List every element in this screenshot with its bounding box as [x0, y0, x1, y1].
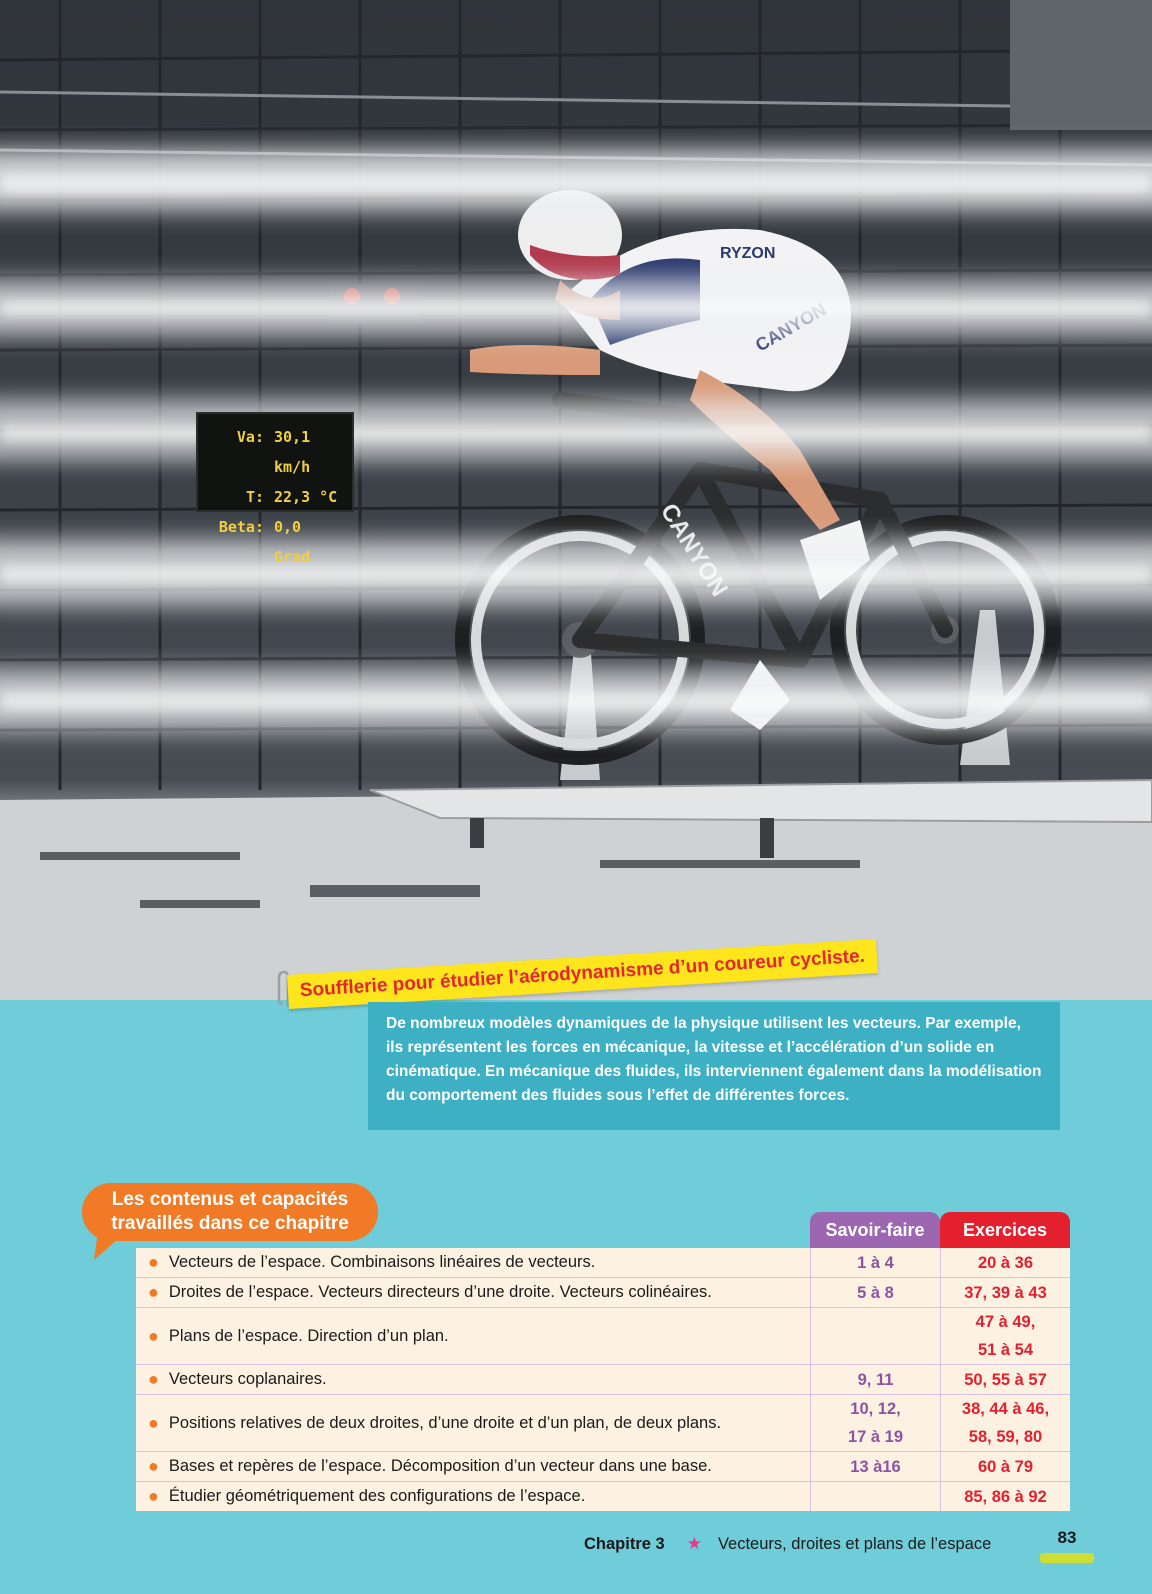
exercices-header: Exercices — [940, 1212, 1070, 1248]
exercices-cell — [940, 1365, 1070, 1394]
row-text: Bases et repères de l’espace. Décomposition d’un vecteur dans une base. — [168, 1457, 712, 1475]
row-content — [136, 1278, 810, 1307]
bullet-icon: ● — [148, 1325, 159, 1346]
savoir-faire-cell — [810, 1395, 940, 1451]
bullet-icon: ● — [148, 1252, 159, 1272]
display-label: Va: — [236, 428, 264, 446]
savoir-faire-cell — [810, 1278, 940, 1307]
bullet-icon: ● — [148, 1486, 159, 1506]
savoir-faire-value: 9, 11 — [857, 1370, 894, 1389]
page-number-bar — [1040, 1553, 1094, 1563]
savoir-faire-value: 1 à 4 — [857, 1253, 894, 1272]
photo-caption: Soufflerie pour étudier l’aérodynamisme d’un coureur cycliste. — [287, 939, 878, 1009]
footer-title: Vecteurs, droites et plans de l’espace — [717, 1534, 992, 1553]
exercices-value: 38, 44 à 46, — [961, 1400, 1050, 1418]
row-text: Droites de l’espace. Vecteurs directeurs d’une droite. Vecteurs colinéaires. — [168, 1283, 712, 1301]
table-row — [136, 1307, 1070, 1364]
bullet-icon: ● — [148, 1412, 159, 1433]
row-content — [136, 1482, 810, 1511]
table-row — [136, 1451, 1070, 1481]
bubble-line: travaillés dans ce chapitre — [111, 1213, 349, 1234]
display-label: T: — [245, 488, 264, 506]
row-text: Vecteurs de l’espace. Combinaisons linéaires de vecteurs. — [168, 1253, 596, 1271]
intro-text: . Par exemple, ils représentent les forces en mécanique, la vitesse et l’accélération d’un solide en cinématique. En mécanique des fluides, ils interviennent également dans la modélisation du comportement des fluides sous l’effet de différentes forces. — [386, 1015, 1042, 1104]
display-value: 22,3 °C — [274, 488, 338, 506]
table-body — [136, 1248, 1070, 1511]
exercices-value: 60 à 79 — [977, 1457, 1034, 1476]
savoir-faire-cell — [810, 1452, 940, 1481]
savoir-faire-cell — [810, 1308, 940, 1364]
table-row — [136, 1364, 1070, 1394]
intro-text: De nombreux modèles dynamiques de la physique utilisent — [386, 1015, 827, 1032]
row-text: Vecteurs coplanaires. — [168, 1370, 327, 1388]
exercices-cell — [940, 1278, 1070, 1307]
bullet-icon: ● — [148, 1456, 159, 1476]
balance-platform — [370, 780, 1152, 822]
exercices-cell — [940, 1248, 1070, 1277]
row-text: Positions relatives de deux droites, d’une droite et d’un plan, de deux plans. — [168, 1413, 722, 1432]
bullet-icon: ● — [148, 1369, 159, 1389]
table-row — [136, 1248, 1070, 1277]
savoir-faire-value: 17 à 19 — [847, 1428, 904, 1446]
savoir-faire-value: 13 à16 — [850, 1457, 901, 1476]
exercices-value: 85, 86 à 92 — [964, 1487, 1047, 1506]
row-text: Étudier géométriquement des configurations de l’espace. — [168, 1487, 586, 1505]
table-row — [136, 1277, 1070, 1307]
exercices-value: 47 à 49, — [975, 1313, 1036, 1331]
page-number: 83 — [1057, 1528, 1077, 1547]
exercices-cell — [940, 1452, 1070, 1481]
row-content — [136, 1248, 810, 1277]
exercices-cell — [940, 1308, 1070, 1364]
bullet-icon: ● — [148, 1282, 159, 1302]
star-icon: ★ — [686, 1534, 702, 1553]
table-row — [136, 1481, 1070, 1511]
savoir-faire-header: Savoir-faire — [810, 1212, 940, 1248]
savoir-faire-cell — [810, 1365, 940, 1394]
row-content — [136, 1395, 810, 1451]
exercices-value: 58, 59, 80 — [968, 1428, 1043, 1446]
bubble-line: Les contenus et capacités — [111, 1189, 349, 1210]
speed-display — [196, 412, 354, 566]
savoir-faire-cell — [810, 1248, 940, 1277]
intro-box — [368, 1002, 1060, 1130]
exercices-cell — [940, 1395, 1070, 1451]
row-content — [136, 1308, 810, 1364]
row-content — [136, 1365, 810, 1394]
exercices-value: 37, 39 à 43 — [964, 1283, 1047, 1302]
savoir-faire-cell — [810, 1482, 940, 1511]
page-footer — [584, 1534, 991, 1554]
display-value: 30,1 km/h — [274, 428, 311, 476]
ceiling-duct — [1010, 0, 1152, 130]
contents-table — [136, 1212, 1070, 1511]
exercices-value: 20 à 36 — [977, 1253, 1034, 1272]
exercices-value: 50, 55 à 57 — [964, 1370, 1047, 1389]
exercices-value: 51 à 54 — [977, 1341, 1034, 1359]
table-row — [136, 1394, 1070, 1451]
table-header — [136, 1212, 1070, 1248]
exercices-cell — [940, 1482, 1070, 1511]
footer-chapter: Chapitre 3 — [584, 1534, 665, 1553]
row-content — [136, 1452, 810, 1481]
row-text: Plans de l’espace. Direction d’un plan. — [168, 1326, 449, 1345]
intro-bold: les vecteurs — [827, 1015, 917, 1032]
jersey-text: RYZON — [720, 245, 776, 262]
savoir-faire-value: 10, 12, — [850, 1400, 901, 1418]
savoir-faire-value: 5 à 8 — [857, 1283, 894, 1302]
display-label: Beta: — [218, 518, 264, 536]
display-value: 0,0 Grad — [274, 518, 311, 566]
